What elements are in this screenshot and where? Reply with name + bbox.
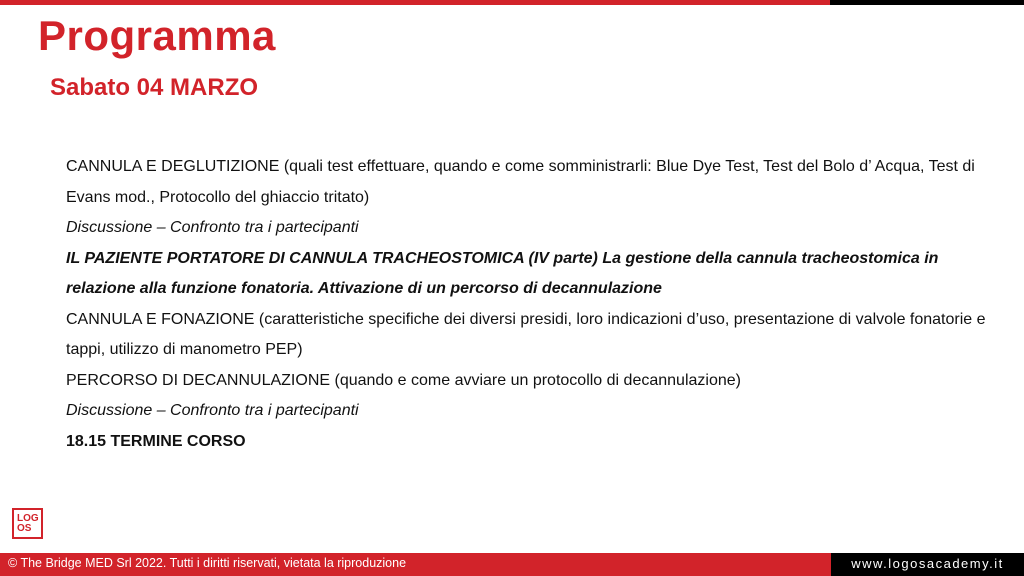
top-dark-bar — [830, 0, 1024, 5]
top-accent-bar — [0, 0, 830, 5]
program-item: Discussione – Confronto tra i partecipanti — [66, 402, 359, 419]
program-item: PERCORSO DI DECANNULAZIONE (quando e come avviare un protocollo di decannulazione) — [66, 371, 741, 389]
footer-website[interactable]: www.logosacademy.it — [831, 553, 1024, 576]
footer-copyright: © The Bridge MED Srl 2022. Tutti i diritti riservati, vietata la riproduzione — [0, 553, 831, 576]
program-item: CANNULA E DEGLUTIZIONE (quali test effettuare, quando e come somministrarli: Blue Dye Test, Test del Bolo d’ Acqua, Test di Evans mod., Protocollo del ghiaccio tritato) — [66, 158, 975, 206]
page-subtitle: Sabato 04 MARZO — [50, 74, 259, 101]
program-item: CANNULA E FONAZIONE (caratteristiche specifiche dei diversi presidi, loro indicazioni d’uso, presentazione di valvole fonatorie e tappi, utilizzo di manometro PEP) — [66, 310, 986, 358]
program-item: IL PAZIENTE PORTATORE DI CANNULA TRACHEOSTOMICA (IV parte) La gestione della cannula tracheostomica in relazione alla funzione fonatoria. Attivazione di un percorso di decannulazione — [66, 249, 939, 297]
logo-line-1: LOG — [17, 513, 39, 524]
logo-line-2: OS — [17, 523, 32, 534]
page-title: Programma — [38, 12, 276, 59]
program-item: Discussione – Confronto tra i partecipanti — [66, 219, 359, 236]
program-item: 18.15 TERMINE CORSO — [66, 432, 246, 450]
program-content — [66, 152, 986, 457]
logos-logo — [12, 508, 43, 539]
